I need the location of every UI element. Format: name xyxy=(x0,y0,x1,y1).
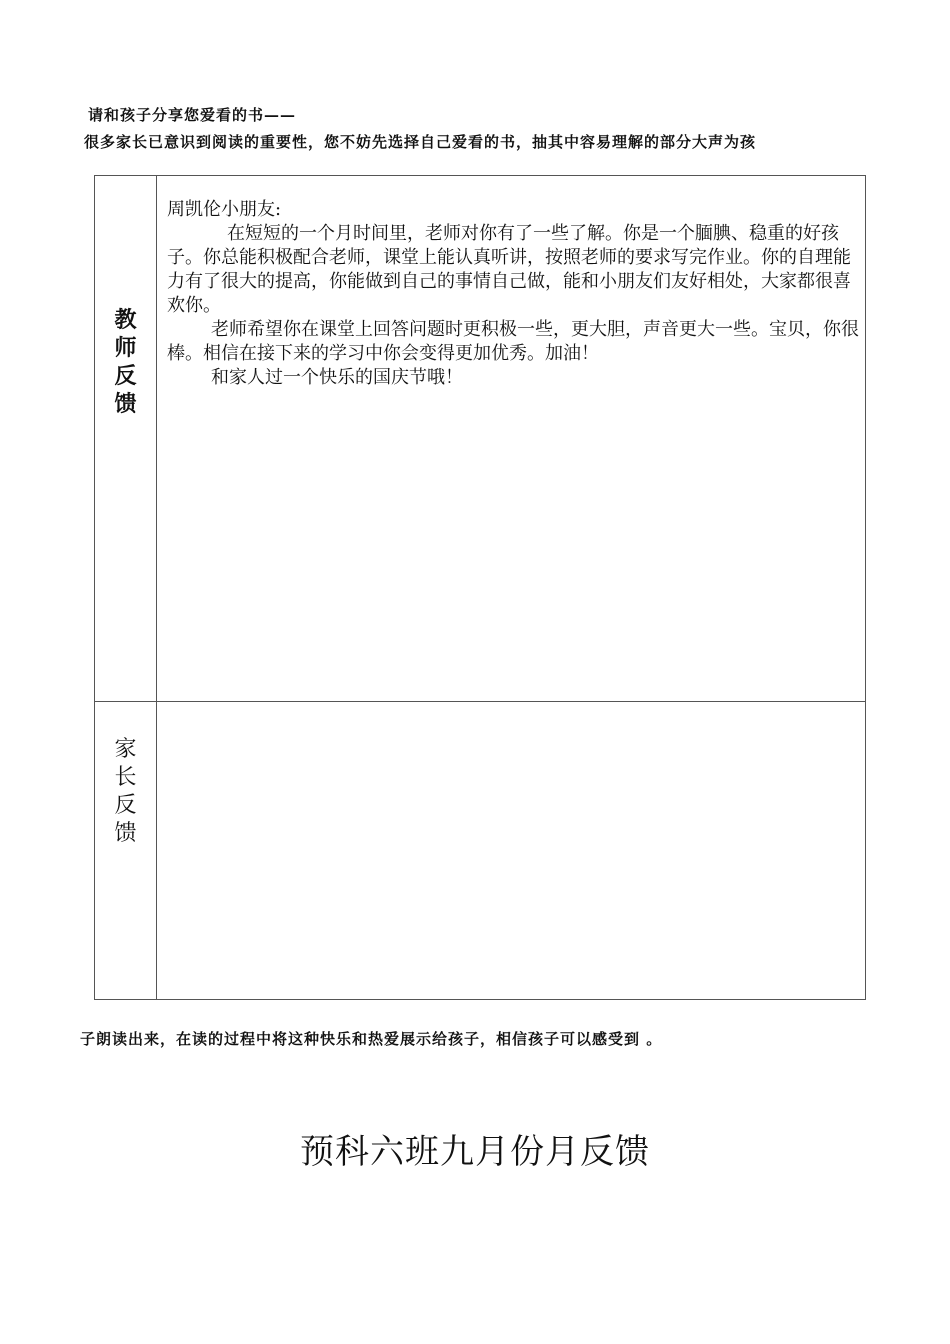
feedback-paragraph-2: 老师希望你在课堂上回答问题时更积极一些，更大胆，声音更大一些。宝贝，你很棒。相信在接下来的学习中你会变得更加优秀。加油！ xyxy=(167,319,859,364)
teacher-label-char: 馈 xyxy=(114,391,137,417)
parent-feedback-label xyxy=(95,736,156,848)
teacher-feedback-label xyxy=(95,306,156,418)
teacher-label-char: 教 xyxy=(114,307,137,333)
parent-label-char: 长 xyxy=(114,765,137,790)
table-column-divider xyxy=(156,176,157,999)
parent-label-char: 反 xyxy=(114,793,137,818)
teacher-label-char: 师 xyxy=(114,335,137,361)
feedback-paragraph-1: 在短短的一个月时间里，老师对你有了一些了解。你是一个腼腆、稳重的好孩子。你总能积极配合老师，课堂上能认真听讲，按照老师的要求写完作业。你的自理能力有了很大的提高，你能做到自己的事情自己做，能和小朋友们友好相处，大家都很喜欢你。 xyxy=(167,223,851,316)
intro-line-3: 子朗读出来，在读的过程中将这种快乐和热爱展示给孩子，相信孩子可以感受到 。 xyxy=(80,1030,663,1048)
page-title: 预科六班九月份月反馈 xyxy=(300,1132,650,1172)
intro-line-1: 请和孩子分享您爱看的书—— xyxy=(88,106,297,124)
table-row-divider xyxy=(95,701,865,702)
teacher-feedback-text xyxy=(167,198,859,390)
feedback-table xyxy=(94,175,866,1000)
teacher-label-char: 反 xyxy=(114,363,137,389)
feedback-paragraph-3: 和家人过一个快乐的国庆节哦！ xyxy=(211,367,463,388)
intro-line-2: 很多家长已意识到阅读的重要性，您不妨先选择自己爱看的书，抽其中容易理解的部分大声为孩 xyxy=(84,133,757,151)
parent-label-char: 家 xyxy=(114,737,137,762)
parent-label-char: 馈 xyxy=(114,821,137,846)
feedback-greeting: 周凯伦小朋友: xyxy=(167,199,282,220)
